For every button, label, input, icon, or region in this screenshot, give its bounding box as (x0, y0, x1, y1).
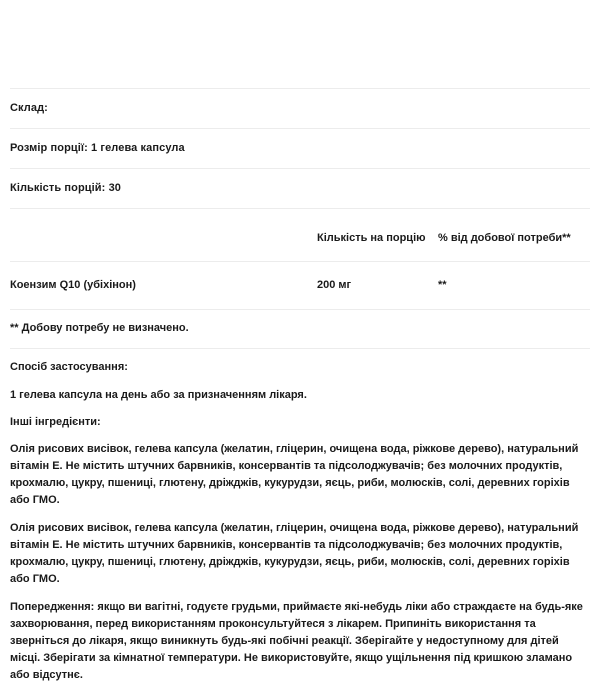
nutrient-daily-value: ** (438, 279, 447, 292)
other-ingredients-heading: Інші інгредієнти: (10, 415, 101, 428)
serving-size-text: Розмір порції: 1 гелева капсула (10, 141, 185, 154)
serving-size-row (0, 129, 600, 168)
composition-row (0, 89, 600, 128)
servings-per-container-text: Кількість порцій: 30 (10, 181, 122, 194)
column-header-daily-value: % від добової потреби** (438, 231, 571, 244)
nutrient-amount: 200 мг (317, 279, 352, 292)
other-ingredients-paragraph-2: Олія рисових висівок, гелева капсула (желатин, гліцерин, очищена вода, ріжкове дерево), натуральний вітамін Е. Не містить штучних барвників, консервантів та підсолоджувачів; без молочних продуктів, крохмалю, цукру, пшениці, глютену, дріжджів, кукурудзи, яєць, риби, молюсків, солі, деревних горіхів або ГМО. (10, 521, 579, 586)
daily-value-footnote: ** Добову потребу не визначено. (10, 322, 189, 335)
nutrient-name: Коензим Q10 (убіхінон) (10, 279, 136, 292)
other-ingredients-paragraph-1: Олія рисових висівок, гелева капсула (желатин, гліцерин, очищена вода, ріжкове дерево), натуральний вітамін Е. Не містить штучних барвників, консервантів та підсолоджувачів; без молочних продуктів, крохмалю, цукру, пшениці, глютену, дріжджів, кукурудзи, яєць, риби, молюсків, солі, деревних горіхів або ГМО. (10, 442, 579, 506)
nutrition-table-header (0, 209, 600, 262)
composition-label: Склад: (10, 102, 48, 114)
directions-text: 1 гелева капсула на день або за призначенням лікаря. (10, 388, 307, 401)
directions-heading: Спосіб застосування: (10, 361, 128, 374)
column-header-amount-per-serving: Кількість на порцію (317, 231, 426, 244)
warning-paragraph: Попередження: якщо ви вагітні, годуєте грудьми, приймаєте які-небудь ліки або страждаєте на будь-яке захворювання, перед використанням проконсультуйтеся з лікарем. Припиніть використання та зверніться до лікаря, якщо виникнуть будь-які побічні реакції. Зберігайте у недоступному для дітей місці. Зберігати за кімнатної температури. Не використовуйте, якщо ущільнення під кришкою зламано або відсутнє. (10, 601, 583, 682)
servings-count-row (0, 169, 600, 208)
table-row (0, 262, 600, 309)
top-spacer (0, 0, 600, 88)
